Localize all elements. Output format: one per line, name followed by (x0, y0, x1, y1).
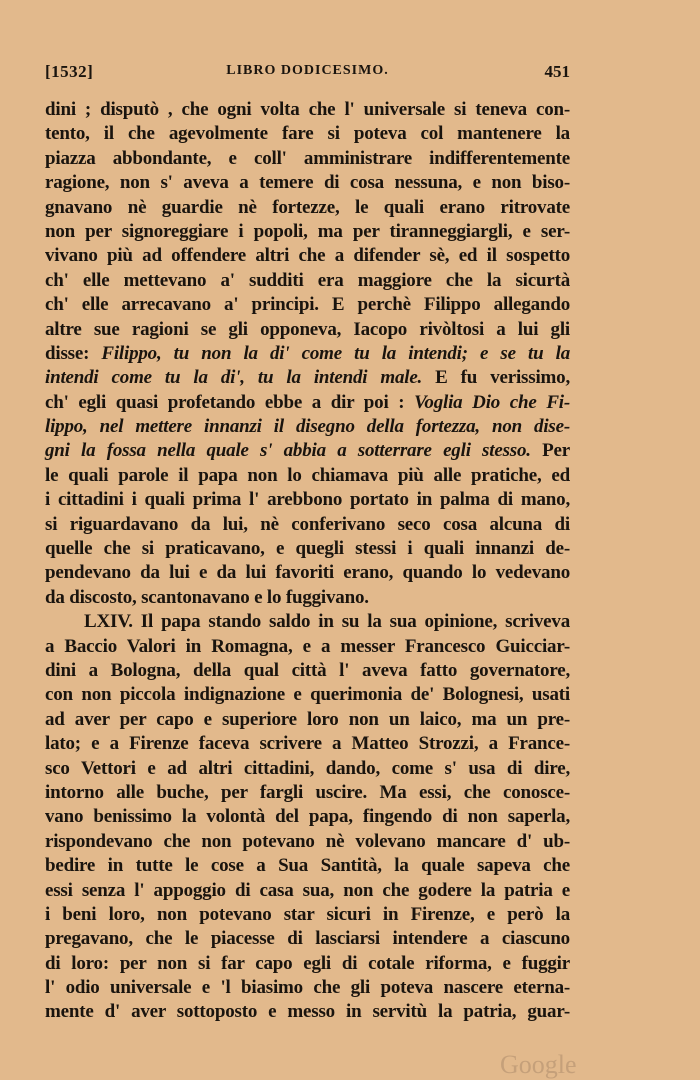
text-line (45, 196, 570, 220)
text-segment: pendevano da lui e da lui favoriti erano, quando lo vedevano (45, 562, 570, 584)
text-segment: le quali parole il papa non lo chiamava più alle pratiche, ed (45, 464, 570, 486)
text-segment: ad aver per capo e superiore loro non un laico, ma un pre- (45, 708, 570, 730)
text-line (45, 147, 570, 171)
text-line (45, 488, 570, 512)
text-segment: disse: (45, 342, 102, 364)
text-segment: dini a Bologna, della qual città l' aveva fatto governatore, (45, 659, 570, 681)
text-segment: con non piccola indignazione e querimonia de' Bolognesi, usati (45, 684, 570, 706)
text-segment: gnavano nè guardie nè fortezze, le quali erano ritrovate (45, 196, 570, 218)
text-segment: mente d' aver sottoposto e messo in servitù la patria, guar- (45, 1001, 570, 1023)
text-segment: da discosto, scantonavano e lo fuggivano. (45, 586, 369, 608)
text-line (45, 220, 570, 244)
body-text (45, 98, 570, 1025)
header-year: [1532] (45, 62, 94, 81)
text-segment: ch' elle arrecavano a' principi. E perchè Filippo allegando (45, 294, 570, 316)
italic-text: Voglia Dio che Fi- (414, 391, 570, 413)
text-segment: Per (530, 440, 570, 462)
text-segment: piazza abbondante, e coll' amministrare indifferentemente (45, 147, 570, 169)
text-segment: ch' egli quasi profetando ebbe a dir poi : (45, 391, 415, 413)
text-line (45, 171, 570, 195)
text-line (45, 269, 570, 293)
text-line (45, 854, 570, 878)
text-segment: ch' elle mettevano a' sudditi era maggiore che la sicurtà (45, 269, 570, 291)
italic-text: lippo, nel mettere innanzi il disegno della fortezza, non dise- (45, 416, 570, 438)
text-line (45, 1000, 570, 1024)
text-line (45, 732, 570, 756)
text-segment: lato; e a Firenze faceva scrivere a Matteo Strozzi, a France- (45, 733, 570, 755)
text-line (45, 366, 570, 390)
header-title: LIBRO DODICESIMO. (226, 63, 389, 78)
text-line (45, 561, 570, 585)
text-segment: vivano più ad offendere altri che a difender sè, ed il sospetto (45, 245, 570, 267)
text-segment: l' odio universale e 'l biasimo che gli poteva nascere eterna- (45, 977, 570, 999)
text-segment: dini ; disputò , che ogni volta che l' universale si teneva con- (45, 99, 570, 120)
running-header (45, 62, 570, 88)
page-number: 451 (544, 62, 570, 81)
text-line (45, 537, 570, 561)
text-segment: a Baccio Valori in Romagna, e a messer Francesco Guicciar- (45, 635, 570, 657)
text-line (45, 586, 570, 610)
text-line (45, 781, 570, 805)
text-line (45, 830, 570, 854)
text-segment: i cittadini i quali prima l' arebbono portato in palma di mano, (45, 489, 570, 511)
text-segment: quelle che si praticavano, e quegli stessi i quali innanzi de- (45, 538, 570, 560)
text-line (45, 952, 570, 976)
text-segment: si riguardavano da lui, nè conferivano seco cosa alcuna di (45, 513, 570, 535)
text-line (45, 976, 570, 1000)
text-segment: non per signoreggiare i popoli, ma per tiranneggiargli, e ser- (45, 220, 570, 242)
text-line (45, 415, 570, 439)
text-line (45, 683, 570, 707)
text-segment: altre sue ragioni se gli opponeva, Iacopo rivòltosi a lui gli (45, 318, 570, 340)
text-line (45, 342, 570, 366)
text-segment: tento, il che agevolmente fare si poteva col mantenere la (45, 123, 570, 145)
text-line (45, 464, 570, 488)
text-segment: essi senza l' appoggio di casa sua, non che godere la patria e (45, 879, 570, 901)
text-segment: ragione, non s' aveva a temere di cosa nessuna, e non biso- (45, 172, 570, 194)
text-line (45, 610, 570, 634)
text-line (45, 659, 570, 683)
text-line (45, 708, 570, 732)
text-line (45, 244, 570, 268)
text-line (45, 439, 570, 463)
text-line (45, 391, 570, 415)
text-segment: LXIV. Il papa stando saldo in su la sua opinione, scriveva (84, 611, 570, 633)
text-line (45, 927, 570, 951)
text-line (45, 98, 570, 122)
text-line (45, 122, 570, 146)
text-line (45, 757, 570, 781)
italic-text: intendi come tu la di', tu la intendi male. (45, 367, 423, 389)
text-line (45, 879, 570, 903)
italic-text: Filippo, tu non la di' come tu la intendi; e se tu la (101, 342, 570, 364)
text-line (45, 903, 570, 927)
italic-text: gni la fossa nella quale s' abbia a sotterrare egli stesso. (45, 440, 531, 462)
text-segment: E fu verissimo, (422, 367, 570, 389)
text-segment: vano benissimo la volontà del papa, fingendo di non saperla, (45, 806, 570, 828)
text-line (45, 635, 570, 659)
text-line (45, 293, 570, 317)
text-segment: rispondevano che non potevano nè volevano mancare d' ub- (45, 830, 570, 852)
text-segment: intorno alle buche, per fargli uscire. Ma essi, che conosce- (45, 781, 570, 803)
text-segment: di loro: per non si far capo egli di cotale riforma, e fuggir (45, 952, 570, 974)
text-segment: pregavano, che le piacesse di lasciarsi intendere a ciascuno (45, 928, 570, 950)
text-segment: i beni loro, non potevano star sicuri in Firenze, e però la (45, 903, 570, 925)
text-line (45, 318, 570, 342)
text-segment: sco Vettori e ad altri cittadini, dando, come s' usa di dire, (45, 757, 570, 779)
watermark-logo: Google (500, 1050, 577, 1079)
text-line (45, 805, 570, 829)
text-segment: bedire in tutte le cose a Sua Santità, la quale sapeva che (45, 855, 570, 877)
text-line (45, 513, 570, 537)
